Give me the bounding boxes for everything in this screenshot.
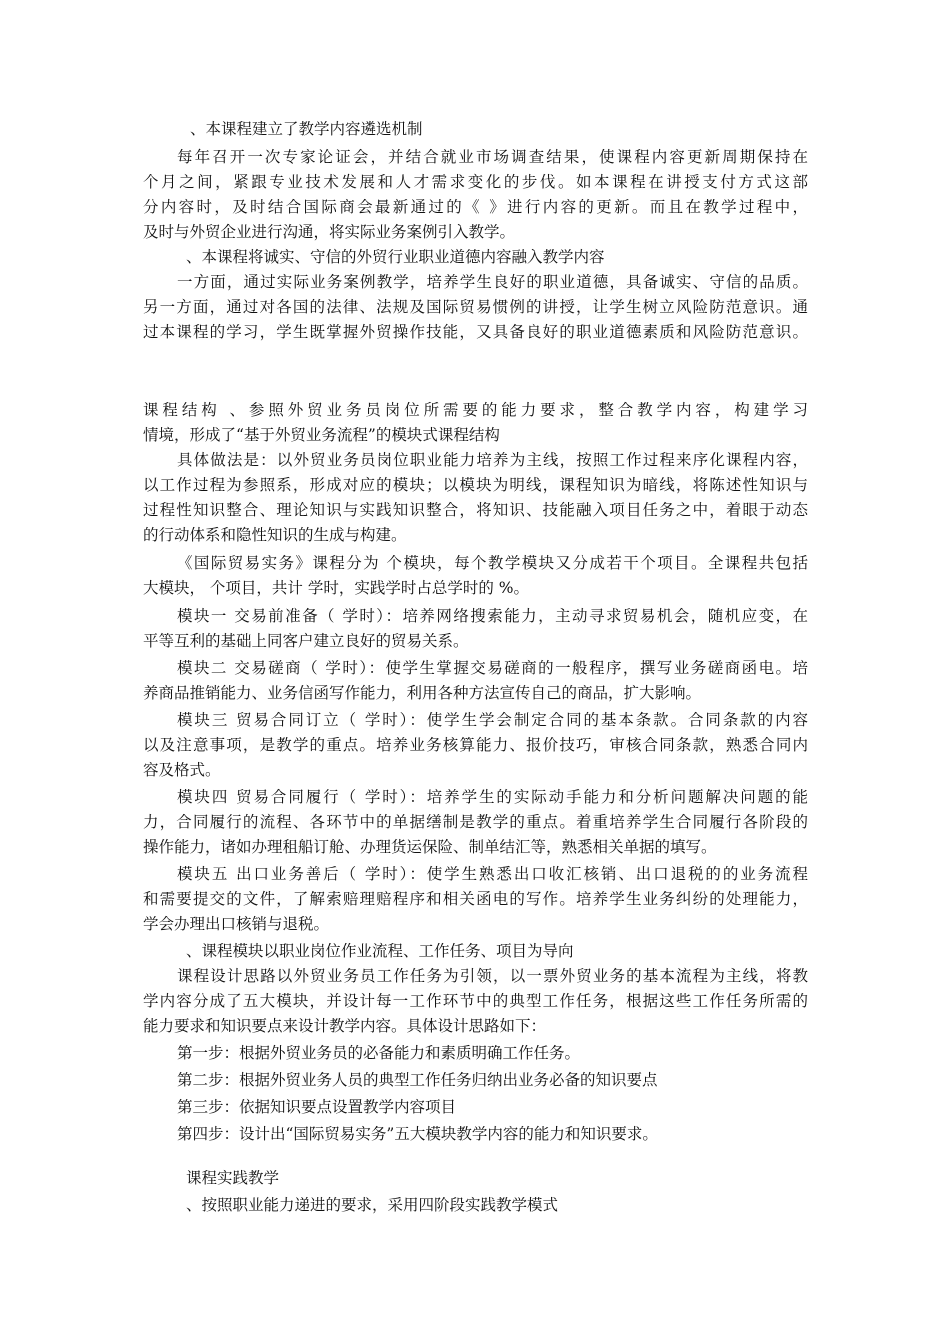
section-heading: 、课程模块以职业岗位作业流程、工作任务、项目为导向 <box>186 942 574 960</box>
paragraph-line: 的行动体系和隐性知识的生成与构建。 <box>143 526 407 544</box>
section-heading: 、本课程将诚实、守信的外贸行业职业道德内容融入教学内容 <box>186 248 605 266</box>
paragraph-line: 情境，形成了“基于外贸业务流程”的模块式课程结构 <box>143 426 500 444</box>
paragraph-line: 模块一 交易前准备（ 学时）：培养网络搜索能力，主动寻求贸易机会，随机应变，在 <box>177 607 808 625</box>
paragraph-line: 个月之间，紧跟专业技术发展和人才需求变化的步伐。如本课程在讲授支付方式这部 <box>143 173 808 191</box>
paragraph-line: 一方面，通过实际业务案例教学，培养学生良好的职业道德，具备诚实、守信的品质。 <box>177 273 808 291</box>
paragraph-line: 分内容时，及时结合国际商会最新通过的《 》进行内容的更新。而且在教学过程中， <box>143 198 808 216</box>
paragraph-line: 每年召开一次专家论证会，并结合就业市场调查结果，使课程内容更新周期保持在 <box>177 148 808 166</box>
paragraph-line: 过本课程的学习，学生既掌握外贸操作技能，又具备良好的职业道德素质和风险防范意识。 <box>143 323 808 341</box>
paragraph-line: 容及格式。 <box>143 761 221 779</box>
paragraph-line: 模块四 贸易合同履行（ 学时）：培养学生的实际动手能力和分析问题解决问题的能 <box>177 788 808 806</box>
paragraph-line: 课程设计思路以外贸业务员工作任务为引领，以一票外贸业务的基本流程为主线，将教 <box>177 967 808 985</box>
paragraph-line: 操作能力，诸如办理租船订舱、办理货运保险、制单结汇等，熟悉相关单据的填写。 <box>143 838 717 856</box>
paragraph-line: 具体做法是：以外贸业务员岗位职业能力培养为主线，按照工作过程来序化课程内容， <box>177 451 808 469</box>
paragraph-line: 力，合同履行的流程、各环节中的单据缮制是教学的重点。着重培养学生合同履行各阶段的 <box>143 813 808 831</box>
section-heading: 、按照职业能力递进的要求，采用四阶段实践教学模式 <box>186 1196 559 1214</box>
paragraph-line: 及时与外贸企业进行沟通，将实际业务案例引入教学。 <box>143 223 516 241</box>
paragraph-line: 平等互利的基础上同客户建立良好的贸易关系。 <box>143 632 469 650</box>
step-line: 第四步：设计出“国际贸易实务”五大模块教学内容的能力和知识要求。 <box>177 1125 658 1143</box>
step-line: 第三步：依据知识要点设置教学内容项目 <box>177 1098 457 1116</box>
paragraph-line: 以工作过程为参照系，形成对应的模块；以模块为明线，课程知识为暗线，将陈述性知识与 <box>143 476 808 494</box>
paragraph-line: 过程性知识整合、理论知识与实践知识整合，将知识、技能融入项目任务之中，着眼于动态 <box>143 501 808 519</box>
paragraph-line: 学内容分成了五大模块，并设计每一工作环节中的典型工作任务，根据这些工作任务所需的 <box>143 992 808 1010</box>
paragraph-line: 模块三 贸易合同订立（ 学时）：使学生学会制定合同的基本条款。合同条款的内容 <box>177 711 808 729</box>
paragraph-line: 模块五 出口业务善后（ 学时）：使学生熟悉出口收汇核销、出口退税的的业务流程 <box>177 865 808 883</box>
paragraph-line: 养商品推销能力、业务信函写作能力，利用各种方法宣传自己的商品，扩大影响。 <box>143 684 702 702</box>
paragraph-line: 另一方面，通过对各国的法律、法规及国际贸易惯例的讲授，让学生树立风险防范意识。通 <box>143 298 808 316</box>
paragraph-line: 能力要求和知识要点来设计教学内容。具体设计思路如下： <box>143 1017 547 1035</box>
section-heading: 课程实践教学 <box>186 1169 280 1187</box>
step-line: 第二步：根据外贸业务人员的典型工作任务归纳出业务必备的知识要点 <box>177 1071 658 1089</box>
section-heading: 、本课程建立了教学内容遴选机制 <box>190 120 423 138</box>
paragraph-line: 《国际贸易实务》课程分为 个模块，每个教学模块又分成若干个项目。全课程共包括 <box>177 554 808 572</box>
paragraph-line: 大模块， 个项目，共计 学时，实践学时占总学时的 %。 <box>143 579 530 597</box>
paragraph-line: 模块二 交易磋商（ 学时）：使学生掌握交易磋商的一般程序，撰写业务磋商函电。培 <box>177 659 808 677</box>
paragraph-line: 以及注意事项，是教学的重点。培养业务核算能力、报价技巧，审核合同条款，熟悉合同内 <box>143 736 808 754</box>
paragraph-line: 和需要提交的文件，了解索赔理赔程序和相关函电的写作。培养学生业务纠纷的处理能力， <box>143 890 808 908</box>
paragraph-line: 学会办理出口核销与退税。 <box>143 915 330 933</box>
step-line: 第一步：根据外贸业务员的必备能力和素质明确工作任务。 <box>177 1044 581 1062</box>
section-heading: 课程结构 、参照外贸业务员岗位所需要的能力要求，整合教学内容，构建学习 <box>143 401 808 419</box>
